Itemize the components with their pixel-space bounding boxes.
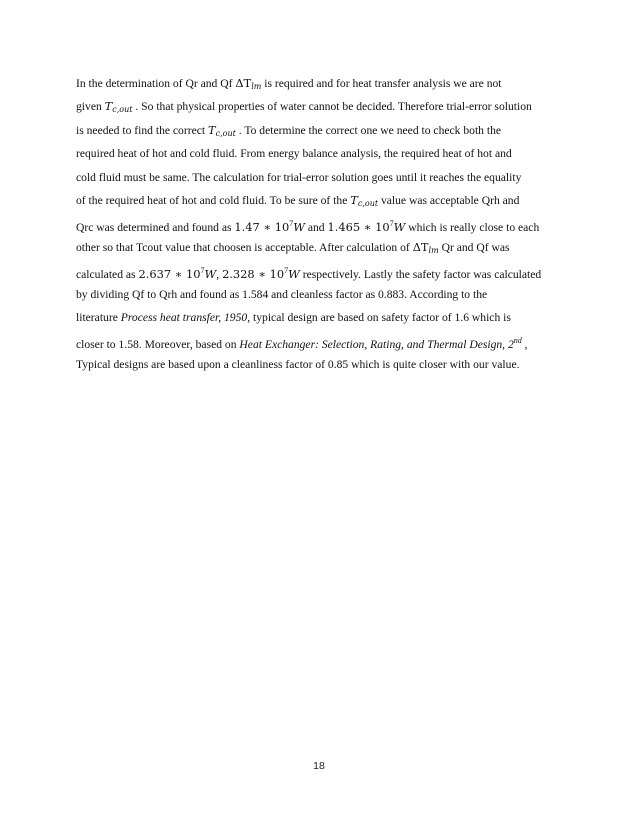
qrc-value: 1.465 ∗ $10^7W$ [327,219,406,235]
qf-value: 2.328 ∗ $10^7W$ [222,266,300,282]
line-3-text-a: is needed to find the correct [76,123,208,137]
line-11-text-a: literature [76,310,121,324]
line-10-text: by dividing Qf to Qrh and found as 1.584 and cleanless factor as 0.883. According to the [76,287,488,301]
text-line-4 [76,142,568,165]
line-2-text-a: given [76,100,105,114]
delta-t-lm-symbol: $\Delta T_{lm}$ [412,239,439,255]
qrh-value: 1.47 ∗ $10^7W$ [234,219,305,235]
line-12-text-a: closer to 1.58. Moreover, based on [76,338,240,352]
line-6-text-a: of the required heat of hot and cold fluid. To be sure of the [76,193,351,207]
page-number: 18 [313,760,325,772]
line-8-text-a: other so that Tcout value that choosen is acceptable. After calculation of [76,240,413,254]
text-line-3 [76,119,568,142]
line-1-text-a: In the determination of Qr and Qf [76,77,236,90]
line-7-text-b: which is really close to each [405,221,540,235]
line-12-text-b: , [521,338,528,352]
line-7-text-a: Qrc was determined and found as [76,221,235,235]
line-9-text-mid: , [216,268,223,282]
line-7-text-mid: and [304,221,328,235]
line-4-text: required heat of hot and cold fluid. From energy balance analysis, the required heat of hot and [76,147,512,161]
text-line-10 [76,283,568,306]
text-line-1 [76,72,568,95]
line-9-text-a: calculated as [76,268,139,282]
qr-value: 2.637 ∗ $10^7W$ [138,266,217,282]
t-c-out-symbol: $T_{c,out}$ [350,192,379,208]
text-line-6 [76,189,568,212]
text-line-12 [76,329,568,352]
t-c-out-symbol: $T_{c,out}$ [208,122,236,138]
delta-t-lm-symbol: $\Delta T_{lm}$ [235,76,262,91]
line-2-text-b: . So that physical properties of water cannot be decided. Therefore trial-error solution [132,100,532,114]
text-line-2 [76,95,568,118]
text-line-7 [76,212,568,235]
text-line-9 [76,259,568,282]
line-13-text: Typical designs are based upon a cleanliness factor of 0.85 which is quite closer with our value. [76,357,520,371]
text-line-11 [76,306,568,329]
body-paragraph [76,72,568,376]
text-line-13 [76,353,568,376]
line-8-text-b: Qr and Qf was [438,240,510,254]
text-line-5 [76,166,568,189]
line-9-text-b: respectively. Lastly the safety factor was calculated [299,268,542,282]
citation-process-heat-transfer: Process heat transfer, 1950, [120,310,251,324]
line-6-text-b: value was acceptable Qrh and [378,193,520,207]
citation-heat-exchanger: Heat Exchanger: Selection, Rating, and Thermal Design, 2nd [239,336,522,352]
line-11-text-b: typical design are based on safety factor of 1.6 which is [250,310,511,324]
line-3-text-b: . To determine the correct one we need to check both the [235,123,502,137]
line-5-text: cold fluid must be same. The calculation for trial-error solution goes until it reaches the equality [76,170,522,184]
t-c-out-symbol: $T_{c,out}$ [104,99,133,115]
text-line-8 [76,236,568,259]
line-1-text-b: is required and for heat transfer analysis we are not [261,77,502,90]
